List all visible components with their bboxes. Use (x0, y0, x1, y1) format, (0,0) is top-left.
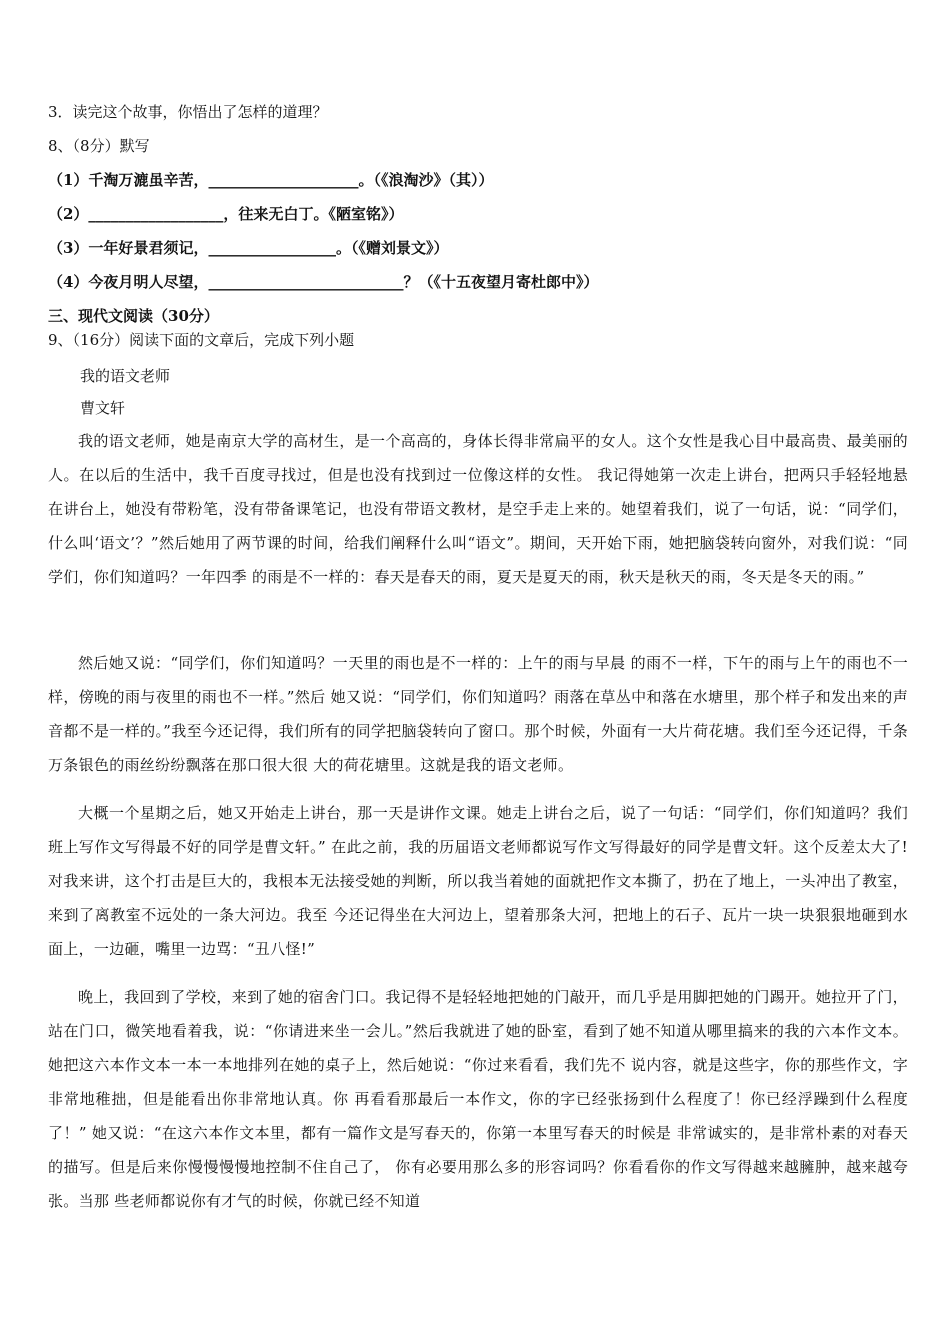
article-author: 曹文轩 (80, 399, 126, 417)
section-3-heading: 三、现代文阅读（30分） (48, 307, 219, 325)
dictation-item-1: （1）千淘万漉虽辛苦，____________________。（《浪淘沙》（其）） (48, 171, 494, 189)
dictation-item-3: （3）一年好景君须记，_________________。（《赠刘景文》） (48, 239, 449, 257)
article-paragraph: 我的语文老师，她是南京大学的高材生，是一个高高的，身体长得非常扁平的女人。这个女性是我心目中最高贵、最美丽的人。在以后的生活中，我千百度寻找过，但是也没有找到过一位像这样的女性。 我记得她第一次走上讲台，把两只手轻轻地悬在讲台上，她没有带粉笔，没有带备课笔记，也没有带语文教材，是空手走上来的。她望着我们，说了一句话，说：“同学们，什么叫‘语文’？”然后她用了两节课的时间，给我们阐释什么叫“语文”。期间，天开始下雨，她把脑袋转向窗外，对我们说：“同学们，你们知道吗？一年四季 的雨是不一样的：春天是春天的雨，夏天是夏天的雨，秋天是秋天的雨，冬天是冬天的雨。” (48, 432, 908, 586)
article-paragraph: 晚上，我回到了学校，来到了她的宿舍门口。我记得不是轻轻地把她的门敲开，而几乎是用脚把她的门踢开。她拉开了门，站在门口，微笑地看着我，说：“你请进来坐一会儿。”然后我就进了她的卧室，看到了她不知道从哪里搞来的我的六本作文本。 她把这六本作文本一本一本地排列在她的桌子上，然后她说：“你过来看看，我们先不 说内容，就是这些字，你的那些作文，字非常地稚拙，但是能看出你非常地认真。你 再看看那最后一本作文，你的字已经张扬到什么程度了！你已经浮躁到什么程度了！” 她又说：“在这六本作文本里，都有一篇作文是写春天的，你第一本里写春天的时候是 非常诚实的，是非常朴素的对春天的描写。但是后来你慢慢慢慢地控制不住自己了， 你有必要用那么多的形容词吗？你看看你的作文写得越来越臃肿，越来越夸张。当那 些老师都说你有才气的时候，你就已经不知道 (48, 988, 908, 1210)
article-paragraph: 大概一个星期之后，她又开始走上讲台，那一天是讲作文课。她走上讲台之后，说了一句话：“同学们，你们知道吗？我们班上写作文写得最不好的同学是曹文轩。” 在此之前，我的历届语文老师都说写作文写得最好的同学是曹文轩。这个反差太大了!对我来讲，这个打击是巨大的，我根本无法接受她的判断，所以我当着她的面就把作文本撕了，扔在了地上，一头冲出了教室，来到了离教室不远处的一条大河边。我至 今还记得坐在大河边上，望着那条大河，把地上的石子、瓦片一块一块狠狠地砸到水面上，一边砸，嘴里一边骂：“丑八怪!” (48, 804, 908, 958)
question-3: 3．读完这个故事，你悟出了怎样的道理？ (48, 103, 328, 121)
dictation-item-4: （4）今夜月明人尽望，__________________________？（《十五夜望月寄杜郎中》） (48, 273, 599, 291)
article-paragraph: 然后她又说：“同学们，你们知道吗？一天里的雨也是不一样的：上午的雨与早晨 的雨不一样，下午的雨与上午的雨也不一样，傍晚的雨与夜里的雨也不一样。”然后 她又说：“同学们，你们知道吗？雨落在草丛中和落在水塘里，那个样子和发出来的声音都不是一样的。”我至今还记得，我们所有的同学把脑袋转向了窗口。那个时候，外面有一大片荷花塘。我们至今还记得，千条万条银色的雨丝纷纷飘落在那口很大很 大的荷花塘里。这就是我的语文老师。 (48, 654, 908, 774)
question-9-title: 9、（16分）阅读下面的文章后，完成下列小题 (48, 331, 355, 349)
dictation-item-2: （2）__________________，往来无白丁。《陋室铭》） (48, 205, 404, 223)
question-8-title: 8、（8分）默写 (48, 137, 150, 155)
article-title: 我的语文老师 (80, 367, 171, 385)
